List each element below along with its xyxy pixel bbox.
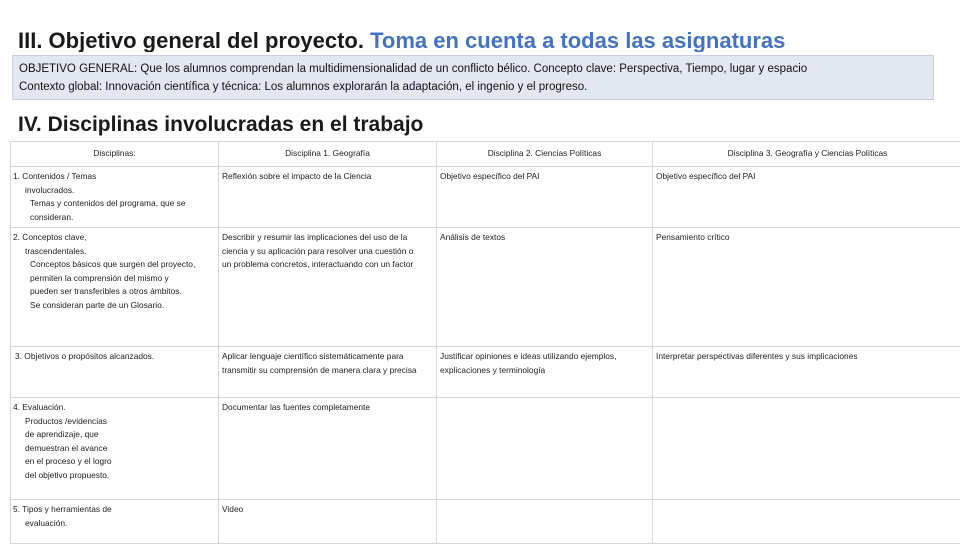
cell-line: Objetivo específico del PAI	[440, 170, 649, 184]
table-row-tipos	[11, 500, 960, 544]
table-header-row	[11, 142, 960, 167]
header-discipline-2: Disciplina 2. Ciencias Políticas	[437, 142, 653, 167]
cell-discipline-2	[437, 398, 653, 500]
cell-line: Reflexión sobre el impacto de la Ciencia	[222, 170, 433, 184]
cell-discipline-2	[437, 167, 653, 228]
table-row-evaluacion	[11, 398, 960, 500]
row-label-line: en el proceso y el logro	[13, 455, 215, 469]
header-discipline-3: Disciplina 3. Geografía y Ciencias Políticas	[653, 142, 960, 167]
cell-discipline-3	[653, 167, 960, 228]
row-label-line: evaluación.	[13, 517, 215, 531]
row-label	[11, 398, 219, 500]
row-label-line: demuestran el avance	[13, 442, 215, 456]
row-label-line: permiten la comprensión del mismo y	[13, 272, 215, 286]
row-label-line: de aprendizaje, que	[13, 428, 215, 442]
row-label-line: pueden ser transferibles a otros ámbitos.	[13, 285, 215, 299]
row-label	[11, 228, 219, 347]
global-context-text: Contexto global: Innovación científica y técnica: Los alumnos explorarán la adaptación, el ingenio y el progreso.	[19, 78, 927, 96]
section-3-title-accent: Toma en cuenta a todas las asignaturas	[370, 28, 785, 52]
table-row-contenidos	[11, 167, 960, 228]
cell-line: Pensamiento crítico	[656, 231, 959, 245]
row-label-line: involucrados.	[13, 184, 215, 198]
row-label	[11, 347, 219, 398]
cell-line: Objetivo específico del PAI	[656, 170, 959, 184]
cell-line: Documentar las fuentes completamente	[222, 401, 433, 415]
cell-discipline-3	[653, 500, 960, 544]
cell-line: explicaciones y terminología	[440, 364, 649, 378]
row-label-line: trascendentales.	[13, 245, 215, 259]
table-row-conceptos	[11, 228, 960, 347]
cell-discipline-1	[219, 500, 437, 544]
row-label-line: Se consideran parte de un Glosario.	[13, 299, 215, 313]
cell-line: Video	[222, 503, 433, 517]
general-objective-text: OBJETIVO GENERAL: Que los alumnos comprendan la multidimensionalidad de un conflicto bélico. Concepto clave: Perspectiva, Tiempo, lugar y espacio	[19, 60, 927, 78]
row-label	[11, 167, 219, 228]
cell-line: Interpretar perspectivas diferentes y sus implicaciones	[656, 350, 959, 364]
header-discipline-1: Disciplina 1. Geografía	[219, 142, 437, 167]
row-label-line: 3. Objetivos o propósitos alcanzados.	[13, 350, 215, 364]
row-label-line: del objetivo propuesto.	[13, 469, 215, 483]
cell-discipline-3	[653, 228, 960, 347]
section-3-title-main: III. Objetivo general del proyecto.	[18, 28, 364, 52]
cell-discipline-1	[219, 347, 437, 398]
header-disciplines: Disciplinas:	[11, 142, 219, 167]
cell-line: Justificar opiniones e ideas utilizando ejemplos,	[440, 350, 649, 364]
cell-line: un problema concretos, interactuando con un factor	[222, 258, 433, 272]
cell-discipline-3	[653, 347, 960, 398]
row-label-line: 5. Tipos y herramientas de	[13, 503, 215, 517]
row-label-line: 4. Evaluación.	[13, 401, 215, 415]
row-label-line: Temas y contenidos del programa, que se	[13, 197, 215, 211]
row-label-line: 2. Conceptos clave,	[13, 231, 215, 245]
section-4-title: IV. Disciplinas involucradas en el trabajo	[18, 113, 423, 137]
row-label	[11, 500, 219, 544]
cell-discipline-2	[437, 500, 653, 544]
cell-line: Describir y resumir las implicaciones del uso de la	[222, 231, 433, 245]
section-3-title	[18, 24, 948, 52]
cell-line: ciencia y su aplicación para resolver una cuestión o	[222, 245, 433, 259]
row-label-line: Productos /evidencias	[13, 415, 215, 429]
cell-discipline-3	[653, 398, 960, 500]
disciplines-table	[10, 141, 960, 544]
general-objective-box	[12, 55, 934, 100]
cell-discipline-1	[219, 228, 437, 347]
row-label-line: Conceptos básicos que surgen del proyecto,	[13, 258, 215, 272]
cell-line: transmitir su comprensión de manera clara y precisa	[222, 364, 433, 378]
cell-discipline-2	[437, 228, 653, 347]
cell-line: Aplicar lenguaje científico sistemáticamente para	[222, 350, 433, 364]
cell-discipline-2	[437, 347, 653, 398]
row-label-line: consideran.	[13, 211, 215, 225]
cell-discipline-1	[219, 167, 437, 228]
cell-discipline-1	[219, 398, 437, 500]
table-row-objetivos	[11, 347, 960, 398]
cell-line: Análisis de textos	[440, 231, 649, 245]
row-label-line: 1. Contenidos / Temas	[13, 170, 215, 184]
